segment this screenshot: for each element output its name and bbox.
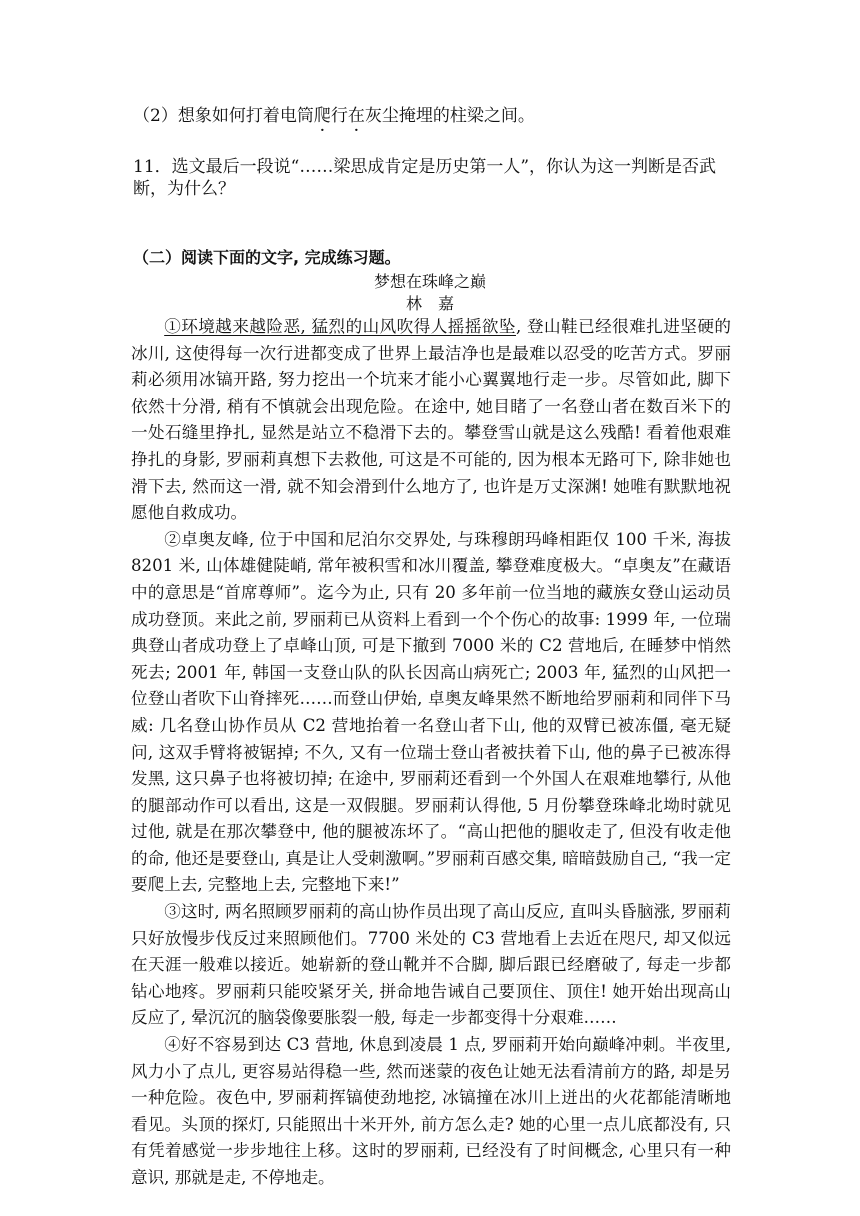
- question-2-text-mid: 行: [330, 106, 348, 126]
- article-author: 林 嘉: [405, 294, 454, 313]
- emphasis-dot-char: 在: [347, 106, 365, 126]
- emphasis-dot-char: 爬: [313, 106, 331, 126]
- question-2-text-post: 灰尘掩埋的柱梁之间。: [364, 106, 535, 126]
- question-2-text-pre: （2）想象如何打着电筒: [133, 106, 314, 126]
- article-body: [131, 314, 731, 1192]
- question-2: [133, 103, 535, 129]
- paragraph-1-rest: , 登山鞋已经很难扎进坚硬的冰川, 这使得每一次行进都变成了世界上最洁净也是最难以忍受的吃苦方式。罗丽莉必须用冰镐开路, 努力挖出一个坑来才能小心翼翼地行走一步。尽管如此, 脚下依然十分滑, 稍有不慎就会出现危险。在途中, 她目睹了一名登山者在数百米下的一处石缝里挣扎, 显然是站立不稳滑下去的。攀登雪山就是这么残酷! 看着他艰难挣扎的身影, 罗丽莉真想下去救他, 可这是不可能的, 因为根本无路可下, 除非她也滑下去, 然而这一滑, 就不知会滑到什么地方了, 也许是万丈深渊! 她唯有默默地祝愿他自救成功。: [131, 317, 731, 523]
- paragraph-1: [131, 314, 731, 527]
- paragraph-4: ④好不容易到达 C3 营地, 休息到凌晨 1 点, 罗丽莉开始向巅峰冲刺。半夜里, 风力小了点儿, 更容易站得稳一些, 然而迷蒙的夜色让她无法看清前方的路, 却是另一种危险。夜色中, 罗丽莉挥镐使劲地挖, 冰镐撞在冰川上迸出的火花都能清晰地看见。头顶的探灯, 只能照出十米开外, 前方怎么走? 她的心里一点儿底都没有, 只有凭着感觉一步步地往上移。这时的罗丽莉, 已经没有了时间概念, 心里只有一种意识, 那就是走, 不停地走。: [131, 1035, 731, 1187]
- underlined-sentence: ①环境越来越险恶, 猛烈的山风吹得人摇摇欲坠: [164, 317, 516, 336]
- section-heading: （二）阅读下面的文字, 完成练习题。: [133, 248, 401, 267]
- paragraph-2: ②卓奥友峰, 位于中国和尼泊尔交界处, 与珠穆朗玛峰相距仅 100 千米, 海拔 8201 米, 山体雄健陡峭, 常年被积雪和冰川覆盖, 攀登难度极大。“卓奥友”在藏语中的意思是“首席尊师”。迄今为止, 只有 20 多年前一位当地的藏族女登山运动员成功登顶。来此之前, 罗丽莉已从资料上看到一个个伤心的故事: 1999 年, 一位瑞典登山者成功登上了卓峰山顶, 可是下撤到 7000 米的 C2 营地后, 在睡梦中悄然死去; 2001 年, 韩国一支登山队的队长因高山病死亡; 2003 年, 猛烈的山风把一位登山者吹下山脊摔死……而登山伊始, 卓奥友峰果然不断地给罗丽莉和同伴下马威: 几名登山协作员从 C2 营地抬着一名登山者下山, 他的双臂已被冻僵, 毫无疑问, 这双手臂将被锯掉; 不久, 又有一位瑞士登山者被扶着下山, 他的鼻子已被冻得发黑, 这只鼻子也将被切掉; 在途中, 罗丽莉还看到一个外国人在艰难地攀行, 从他的腿部动作可以看出, 这是一双假腿。罗丽莉认得他, 5 月份攀登珠峰北坳时就见过他, 就是在那次攀登中, 他的腿被冻坏了。“高山把他的腿收走了, 但没有收走他的命, 他还是要登山, 真是让人受刺激啊。”罗丽莉百感交集, 暗暗鼓励自己, “我一定要爬上去, 完整地上去, 完整地下来!”: [131, 529, 731, 895]
- paragraph-3: ③这时, 两名照顾罗丽莉的高山协作员出现了高山反应, 直叫头昏脑涨, 罗丽莉只好放慢步伐反过来照顾他们。7700 米处的 C3 营地看上去近在咫尺, 却又似远在天涯一般难以接近。她崭新的登山靴并不合脚, 脚后跟已经磨破了, 每走一步都钻心地疼。罗丽莉只能咬紧牙关, 拼命地告诫自己要顶住、顶住! 她开始出现高山反应了, 晕沉沉的脑袋像要胀裂一般, 每走一步都变得十分艰难……: [131, 902, 731, 1028]
- question-11-line-1: 11．选文最后一段说“……梁思成肯定是历史第一人”，你认为这一判断是否武: [133, 157, 717, 177]
- article-title: 梦想在珠峰之巅: [373, 272, 486, 291]
- question-11-line-2: 断，为什么？: [133, 179, 235, 199]
